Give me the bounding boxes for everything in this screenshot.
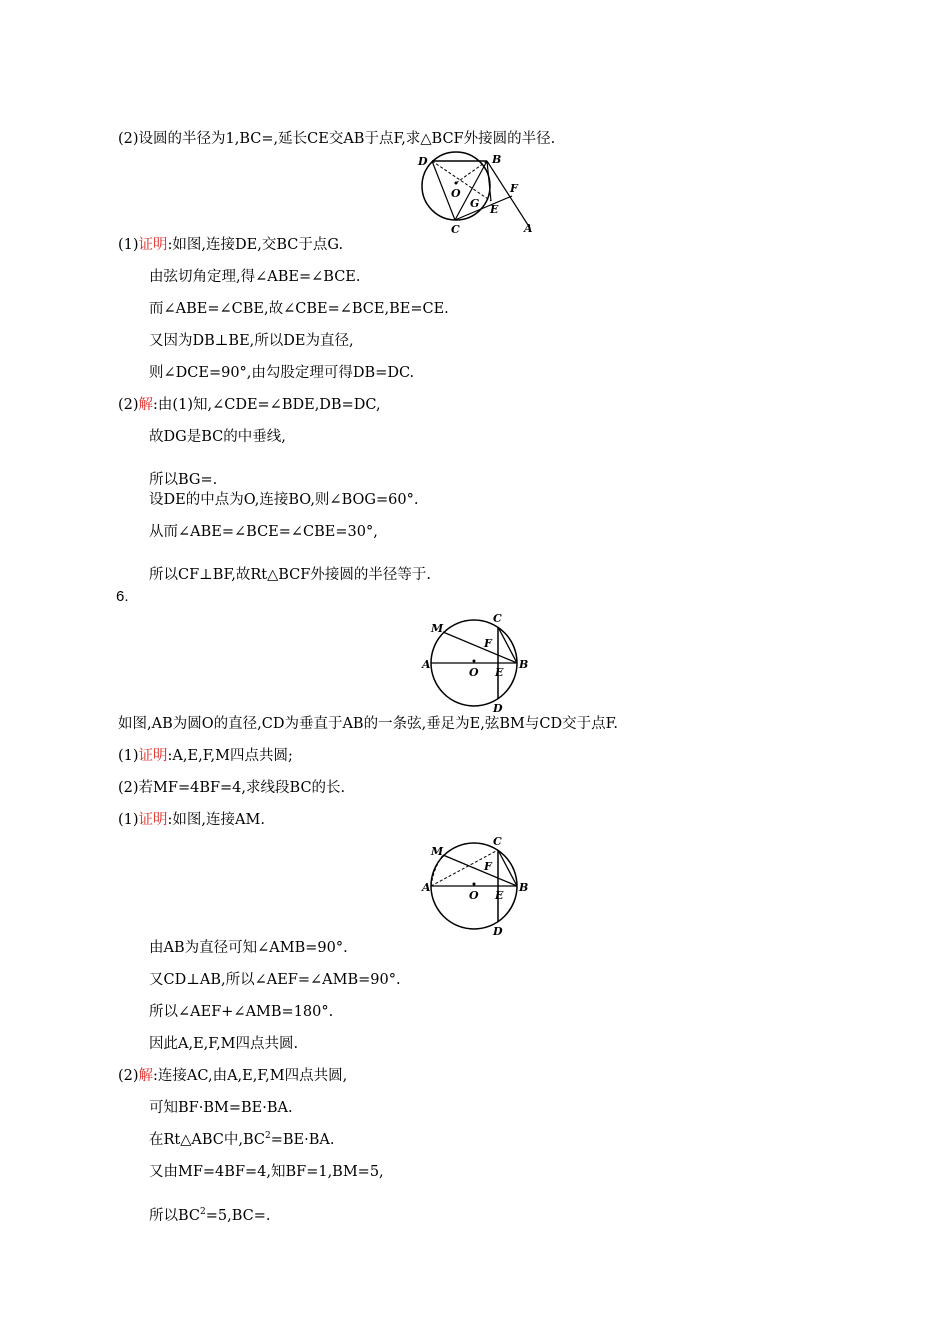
figure-circle-tangent (408, 150, 538, 238)
label-E: E (495, 666, 504, 679)
proof-1-line: (1)证明:如图,连接AM. (118, 812, 265, 828)
label-E: E (495, 889, 504, 902)
label-B: B (492, 153, 502, 166)
proof-step-3: 又因为DB⊥BE,所以DE为直径, (149, 333, 354, 349)
solution-step-3: 设DE的中点为O,连接BO,则∠BOG=60°. (149, 492, 419, 508)
solution-step-3: 又由MF=4BF=4,知BF=1,BM=5, (149, 1164, 384, 1180)
label-A: A (524, 222, 533, 235)
proof-1-line: (1)证明:如图,连接DE,交BC于点G. (118, 237, 344, 253)
solution-label: 解 (138, 1068, 154, 1084)
label-C: C (493, 835, 502, 848)
proof-label: 证明 (138, 237, 168, 253)
question-1-label: 证明 (138, 748, 168, 764)
label-F: F (484, 637, 492, 650)
proof-label: 证明 (138, 812, 168, 828)
solution-step-1: 可知BF·BM=BE·BA. (149, 1100, 293, 1116)
label-G: G (470, 197, 480, 210)
label-O: O (469, 889, 479, 902)
label-O: O (469, 666, 479, 679)
proof-step-1: 由弦切角定理,得∠ABE=∠BCE. (149, 269, 361, 285)
solution-step-2: 所以BG=. (149, 472, 218, 488)
figure-circle-chord-2 (418, 833, 538, 937)
label-D: D (418, 155, 428, 168)
solution-step-2: 在Rt△ABC中$,BC^2=BE\cdot BA$. (149, 1131, 335, 1148)
problem-number: 6. (116, 588, 129, 605)
solution-step-1: 故DG是BC的中垂线, (149, 429, 286, 445)
label-C: C (493, 612, 502, 625)
figure-circle-chord-1 (418, 610, 538, 714)
proof-step-1: 由AB为直径可知∠AMB=90°. (149, 940, 348, 956)
label-E: E (490, 203, 499, 216)
label-M: M (431, 845, 444, 858)
label-F: F (510, 182, 518, 195)
label-F: F (484, 860, 492, 873)
label-M: M (431, 622, 444, 635)
solution-step-4: 从而∠ABE=∠BCE=∠CBE=30°, (149, 524, 378, 540)
proof-step-2: 又CD⊥AB,所以∠AEF=∠AMB=90°. (149, 972, 401, 988)
question-1: (1)证明:A,E,F,M四点共圆; (118, 748, 293, 764)
proof-step-3: 所以∠AEF+∠AMB=180°. (149, 1004, 334, 1020)
solution-step-4: 所以$BC^2=5,BC=$. (149, 1207, 271, 1224)
label-B: B (519, 658, 529, 671)
solution-2-line: (2)解:连接AC,由A,E,F,M四点共圆, (118, 1068, 348, 1084)
label-A: A (422, 658, 431, 671)
label-O: O (451, 187, 461, 200)
label-B: B (519, 881, 529, 894)
solution-label: 解 (138, 397, 154, 413)
proof-step-4: 则∠DCE=90°,由勾股定理可得DB=DC. (149, 365, 415, 381)
label-C: C (451, 223, 460, 236)
proof-step-2: 而∠ABE=∠CBE,故∠CBE=∠BCE,BE=CE. (149, 301, 449, 317)
problem-stem: 如图,AB为圆O的直径,CD为垂直于AB的一条弦,垂足为E,弦BM与CD交于点F. (118, 716, 619, 732)
proof-step-4: 因此A,E,F,M四点共圆. (149, 1036, 299, 1052)
solution-2-line: (2)解:由(1)知,∠CDE=∠BDE,DB=DC, (118, 397, 381, 413)
label-A: A (422, 881, 431, 894)
solution-step-5: 所以CF⊥BF,故Rt△BCF外接圆的半径等于. (149, 567, 431, 583)
label-D: D (493, 925, 503, 937)
label-D: D (493, 702, 503, 714)
question-2: (2)设圆的半径为1,BC=,延长CE交AB于点F,求△BCF外接圆的半径. (118, 131, 556, 147)
question-2: (2)若MF=4BF=4,求线段BC的长. (118, 780, 346, 796)
